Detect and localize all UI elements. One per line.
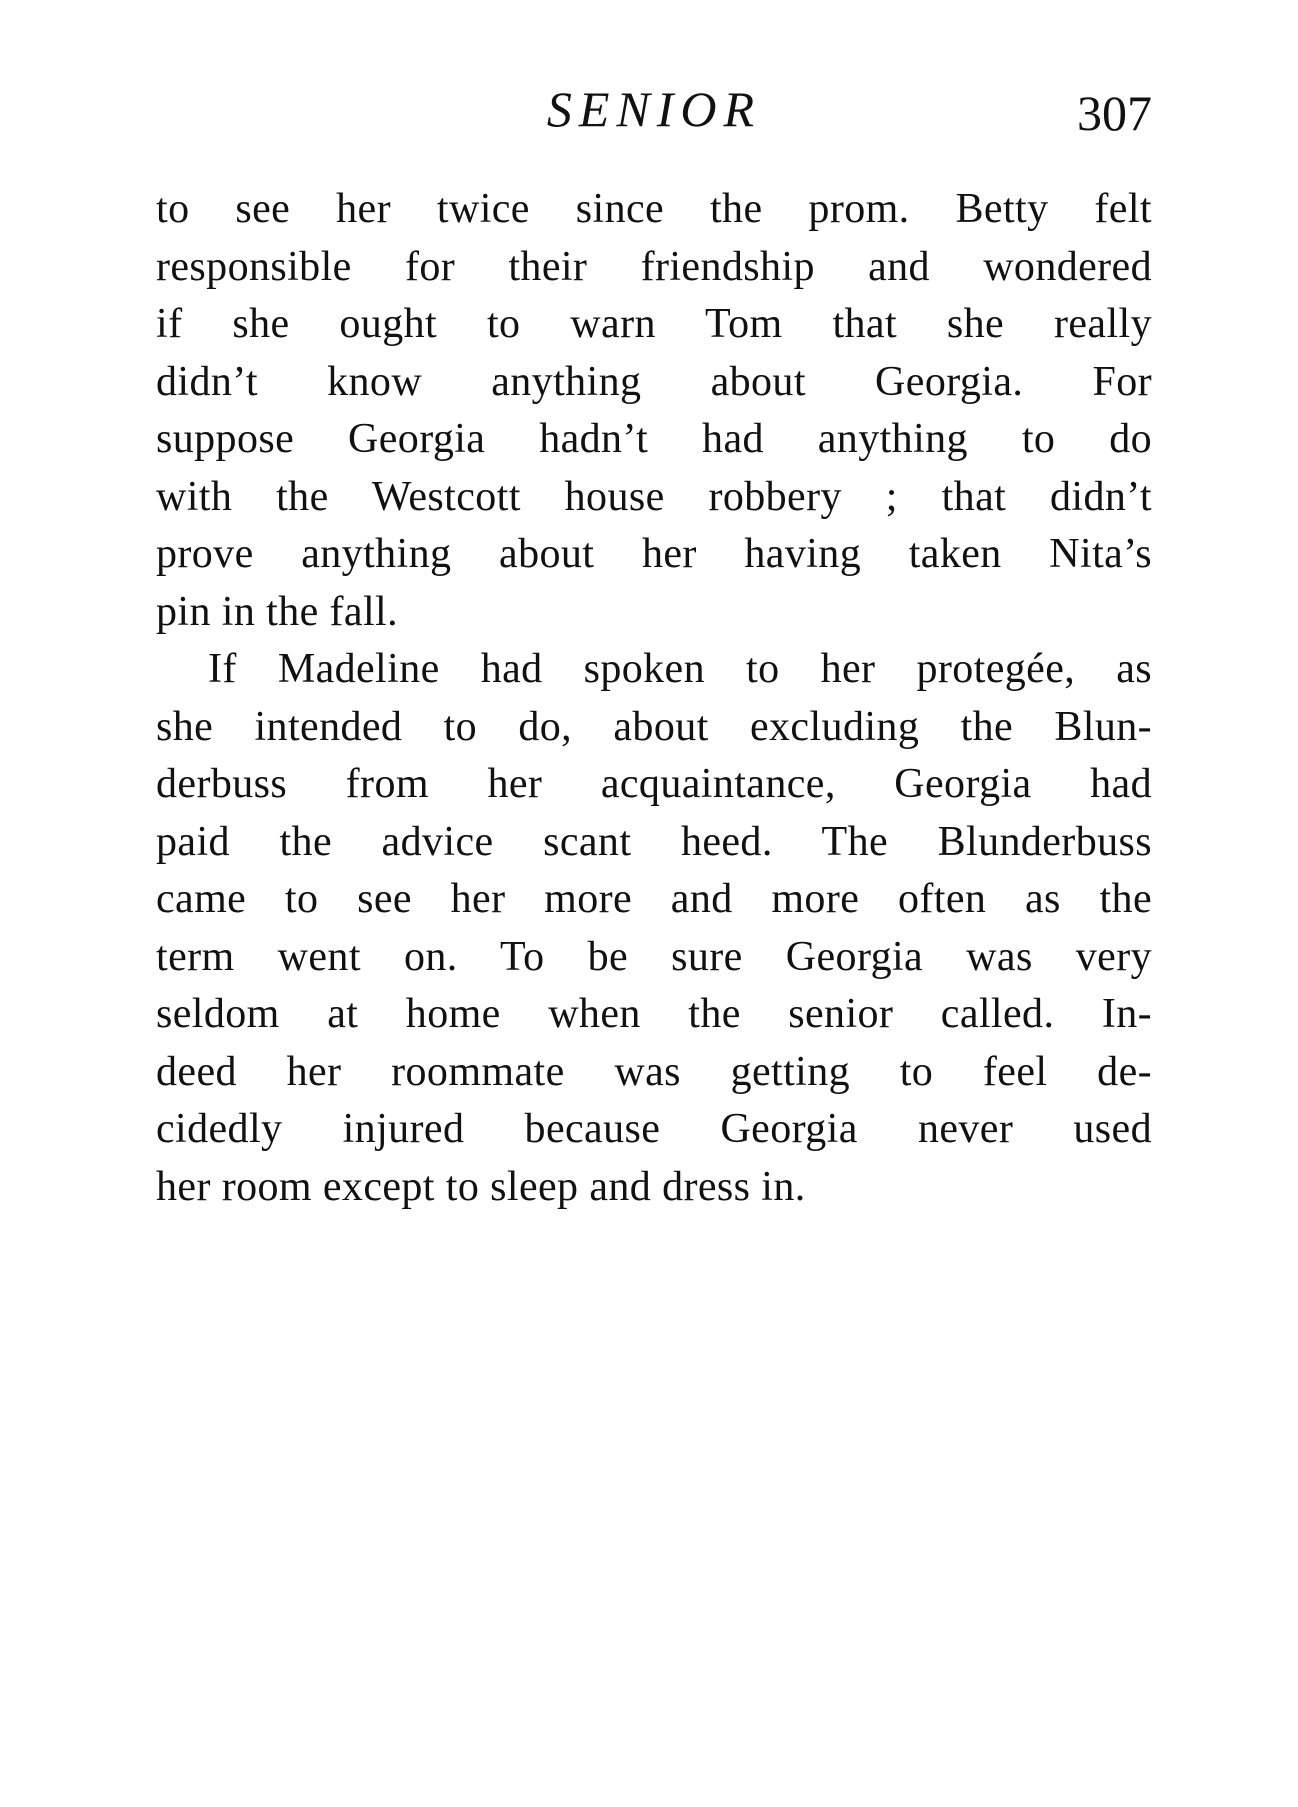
paragraph-2 <box>156 641 1152 1216</box>
text-line: cidedly injured because Georgia never used <box>156 1106 1152 1152</box>
running-head <box>156 74 1152 144</box>
text-line: to see her twice since the prom. Betty felt <box>156 186 1152 232</box>
text-line: derbuss from her acquaintance, Georgia had <box>156 761 1152 807</box>
text-line: suppose Georgia hadn’t had anything to do <box>156 416 1152 462</box>
text-line: pin in the fall. <box>156 588 399 635</box>
body-text <box>156 181 1152 1216</box>
page-number: 307 <box>1077 85 1152 141</box>
text-line: if she ought to warn Tom that she really <box>156 301 1152 347</box>
text-line: with the Westcott house robbery ; that didn’t <box>156 473 1152 520</box>
text-line: didn’t know anything about Georgia. For <box>156 358 1152 405</box>
text-line: prove anything about her having taken Nita’s <box>156 531 1152 577</box>
text-line: seldom at home when the senior called. In- <box>156 991 1152 1037</box>
text-line: term went on. To be sure Georgia was very <box>156 933 1152 980</box>
text-line: If Madeline had spoken to her protegée, as <box>208 646 1152 692</box>
text-line: her room except to sleep and dress in. <box>156 1163 806 1210</box>
running-title: SENIOR <box>546 81 762 137</box>
paragraph-1 <box>156 181 1152 641</box>
text-line: paid the advice scant heed. The Blunderbuss <box>156 818 1152 865</box>
text-line: she intended to do, about excluding the Blun- <box>156 703 1152 750</box>
text-line: responsible for their friendship and wondered <box>156 243 1152 290</box>
text-line: deed her roommate was getting to feel de- <box>156 1048 1152 1095</box>
text-line: came to see her more and more often as the <box>156 876 1152 922</box>
